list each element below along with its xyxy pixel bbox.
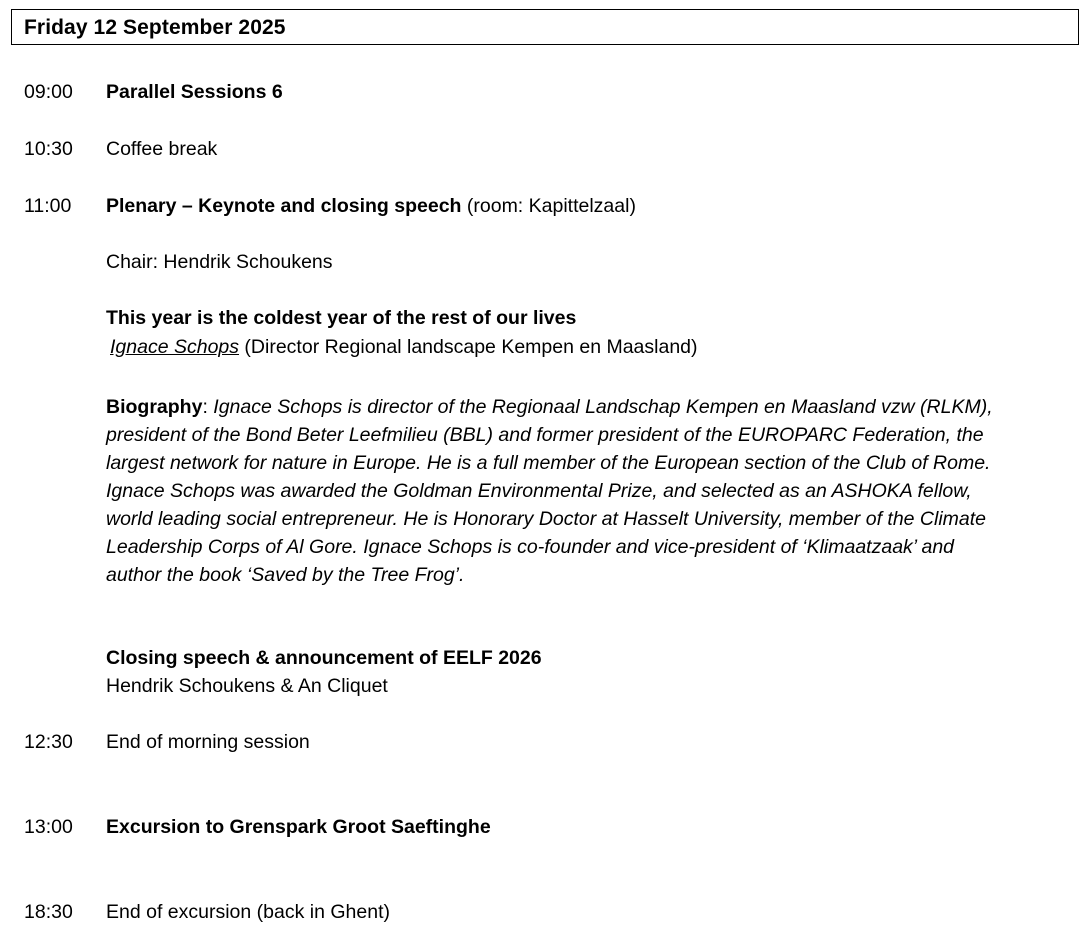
session-time-1830: 18:30: [24, 901, 73, 923]
session-title-1030: Coffee break: [106, 138, 218, 160]
bio-colon: :: [202, 396, 214, 418]
keynote-speaker: [110, 336, 698, 359]
bio-line: [106, 393, 1086, 421]
chair-line: Chair: Hendrik Schoukens: [106, 251, 333, 273]
session-time-0900: 09:00: [24, 81, 73, 103]
session-time-1300: 13:00: [24, 816, 73, 838]
bio-line: Leadership Corps of Al Gore. Ignace Schops is co-founder and vice-president of ‘Klimaatzaak’ and: [106, 536, 955, 558]
closing-title: Closing speech & announcement of EELF 2026: [106, 647, 542, 669]
session-time-1100: 11:00: [24, 195, 72, 217]
speaker-name-link[interactable]: Ignace Schops: [110, 336, 240, 358]
bio-line: author the book ‘Saved by the Tree Frog’.: [106, 564, 465, 586]
bio-label: Biography: [106, 396, 203, 418]
bio-line: largest network for nature in Europe. He is a full member of the European section of the Club of Rome.: [106, 452, 991, 474]
session-heading-1100: [106, 195, 636, 218]
keynote-title: This year is the coldest year of the rest of our lives: [106, 307, 577, 329]
session-title-1300: Excursion to Grenspark Groot Saeftinghe: [106, 816, 491, 838]
session-title-1830: End of excursion (back in Ghent): [106, 901, 390, 923]
session-title-1230: End of morning session: [106, 731, 310, 753]
bio-line: world leading social entrepreneur. He is Honorary Doctor at Hasselt University, member of the Climate: [106, 508, 987, 530]
closing-speakers: Hendrik Schoukens & An Cliquet: [106, 675, 388, 697]
day-header: [11, 9, 1079, 45]
speaker-role: (Director Regional landscape Kempen en Maasland): [239, 336, 698, 358]
session-time-1230: 12:30: [24, 731, 73, 753]
session-room-1100: (room: Kapittelzaal): [461, 195, 636, 217]
day-title: Friday 12 September 2025: [24, 16, 286, 39]
session-time-1030: 10:30: [24, 138, 73, 160]
speaker-biography: [106, 393, 1086, 589]
bio-line: Ignace Schops was awarded the Goldman Environmental Prize, and selected as an ASHOKA fellow,: [106, 480, 972, 502]
session-title-0900: Parallel Sessions 6: [106, 81, 283, 103]
bio-line: president of the Bond Beter Leefmilieu (BBL) and former president of the EUROPARC Federation, the: [106, 424, 984, 446]
session-title-1100: Plenary – Keynote and closing speech: [106, 195, 462, 217]
bio-text: Ignace Schops is director of the Regionaal Landschap Kempen en Maasland vzw (RLKM),: [213, 396, 993, 418]
